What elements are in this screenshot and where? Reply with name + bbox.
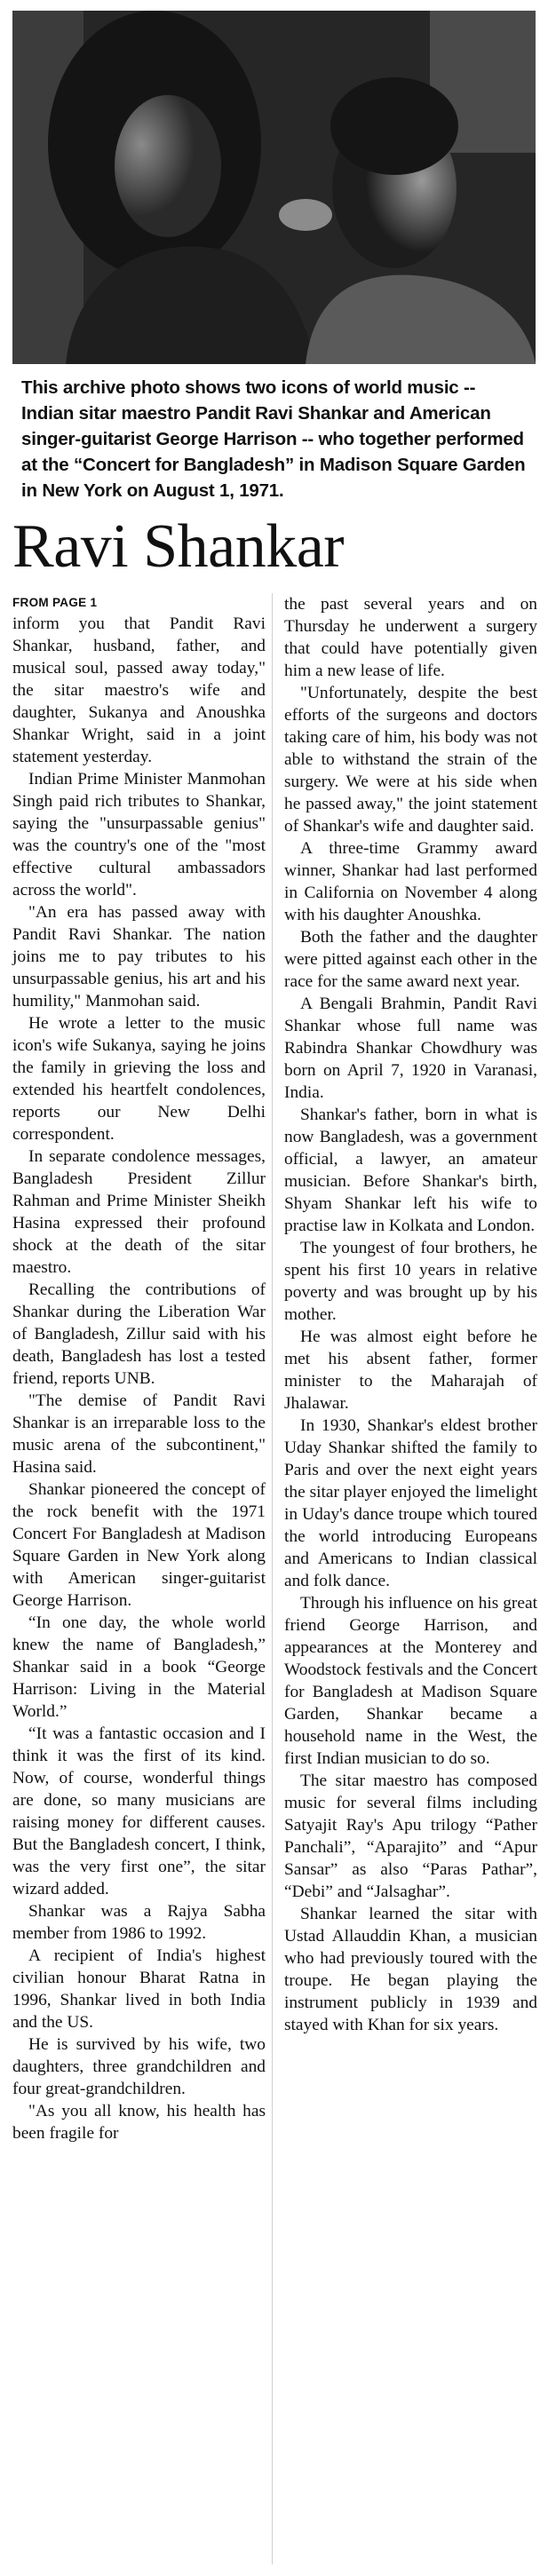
paragraph: The sitar maestro has composed music for several films including Satyajit Ray's Apu trilogy “Pather Panchali”, “Aparajito” and “Apur Sansar” as also “Paras Pathar”, “Debi” and “Jalsaghar”. [284, 1771, 537, 1901]
column-divider [272, 593, 273, 2564]
paragraph: A three-time Grammy award winner, Shankar had last performed in California on November 4 along with his daughter Anoushka. [284, 839, 537, 924]
headline: Ravi Shankar [12, 512, 345, 581]
paragraph: He was almost eight before he met his absent father, former minister to the Maharajah of Jhalawar. [284, 1328, 537, 1413]
photo-caption: This archive photo shows two icons of world music -- Indian sitar maestro Pandit Ravi Shankar and American singer-guitarist George Harrison -- who together performed at the “Concert for Bangladesh” in Madison Square Garden in New York on August 1, 1971. [21, 377, 526, 501]
article-column-right [284, 593, 537, 2036]
paragraph: He is survived by his wife, two daughters, three grandchildren and four great-grandchildren. [12, 2035, 266, 2098]
paragraph: A Bengali Brahmin, Pandit Ravi Shankar whose full name was Rabindra Shankar Chowdhury was born on April 7, 1920 in Varanasi, India. [284, 995, 537, 1102]
paragraph: Indian Prime Minister Manmohan Singh paid rich tributes to Shankar, saying the "unsurpassable genius" was the country's one of the "most effective cultural ambassadors across the world". [12, 770, 266, 900]
paragraph: “In one day, the whole world knew the name of Bangladesh,” Shankar said in a book “George Harrison: Living in the Material World.” [12, 1613, 266, 1721]
paragraph: Shankar was a Rajya Sabha member from 1986 to 1992. [12, 1902, 266, 1943]
archive-photo-icon [12, 11, 536, 364]
paragraph: A recipient of India's highest civilian honour Bharat Ratna in 1996, Shankar lived in both India and the US. [12, 1946, 266, 2032]
from-page-label: FROM PAGE 1 [12, 596, 98, 609]
paragraph: He wrote a letter to the music icon's wife Sukanya, saying he joins the family in grieving the loss and extended his heartfelt condolences, reports our New Delhi correspondent. [12, 1014, 266, 1144]
paragraph: “It was a fantastic occasion and I think it was the first of its kind. Now, of course, wonderful things are done, so many musicians are raising money for different causes. But the Bangladesh concert, I think, was the very first one”, the sitar wizard added. [12, 1724, 266, 1898]
paragraph: Both the father and the daughter were pitted against each other in the race for the same award next year. [284, 928, 537, 991]
paragraph: Shankar pioneered the concept of the rock benefit with the 1971 Concert For Bangladesh at Madison Square Garden in New York along with American singer-guitarist George Harrison. [12, 1480, 266, 1610]
paragraph: "An era has passed away with Pandit Ravi Shankar. The nation joins me to pay tributes to his unsurpassable genius, his art and his humility," Manmohan said. [12, 903, 266, 1011]
paragraph: Through his influence on his great friend George Harrison, and appearances at the Monterey and Woodstock festivals and the Concert for Bangladesh at Madison Square Garden, Shankar became a household name in the West, the first Indian musician to do so. [284, 1594, 537, 1768]
paragraph: "The demise of Pandit Ravi Shankar is an irreparable loss to the music arena of the subcontinent," Hasina said. [12, 1391, 266, 1477]
paragraph: "Unfortunately, despite the best efforts of the surgeons and doctors taking care of him, his body was not able to withstand the strain of the surgery. We were at his side when he passed away," the joint statement of Shankar's wife and daughter said. [284, 684, 537, 836]
paragraph: inform you that Pandit Ravi Shankar, husband, father, and musical soul, passed away today," the sitar maestro's wife and daughter, Sukanya and Anoushka Shankar Wright, said in a joint statement yesterday. [12, 614, 266, 766]
paragraph: In separate condolence messages, Bangladesh President Zillur Rahman and Prime Minister Sheikh Hasina expressed their profound shock at the death of the sitar maestro. [12, 1147, 266, 1277]
paragraph: Shankar learned the sitar with Ustad Allauddin Khan, a musician who had previously toured with the troupe. He began playing the instrument publicly in 1939 and stayed with Khan for six years. [284, 1905, 537, 2034]
paragraph: The youngest of four brothers, he spent his first 10 years in relative poverty and was brought up by his mother. [284, 1239, 537, 1324]
archive-photo [12, 11, 536, 364]
paragraph: Shankar's father, born in what is now Bangladesh, was a government official, a lawyer, an amateur musician. Before Shankar's birth, Shyam Shankar left his wife to practise law in Kolkata and London. [284, 1106, 537, 1235]
paragraph: "As you all know, his health has been fragile for [12, 2102, 266, 2143]
article-column-left [12, 593, 266, 2144]
paragraph: Recalling the contributions of Shankar during the Liberation War of Bangladesh, Zillur said with his death, Bangladesh has lost a tested friend, reports UNB. [12, 1280, 266, 1388]
paragraph: the past several years and on Thursday he underwent a surgery that could have potentially given him a new lease of life. [284, 595, 537, 680]
paragraph: In 1930, Shankar's eldest brother Uday Shankar shifted the family to Paris and over the next eight years the sitar player enjoyed the limelight in Uday's dance troupe which toured the world introducing Europeans and Americans to Indian classical and folk dance. [284, 1416, 537, 1590]
